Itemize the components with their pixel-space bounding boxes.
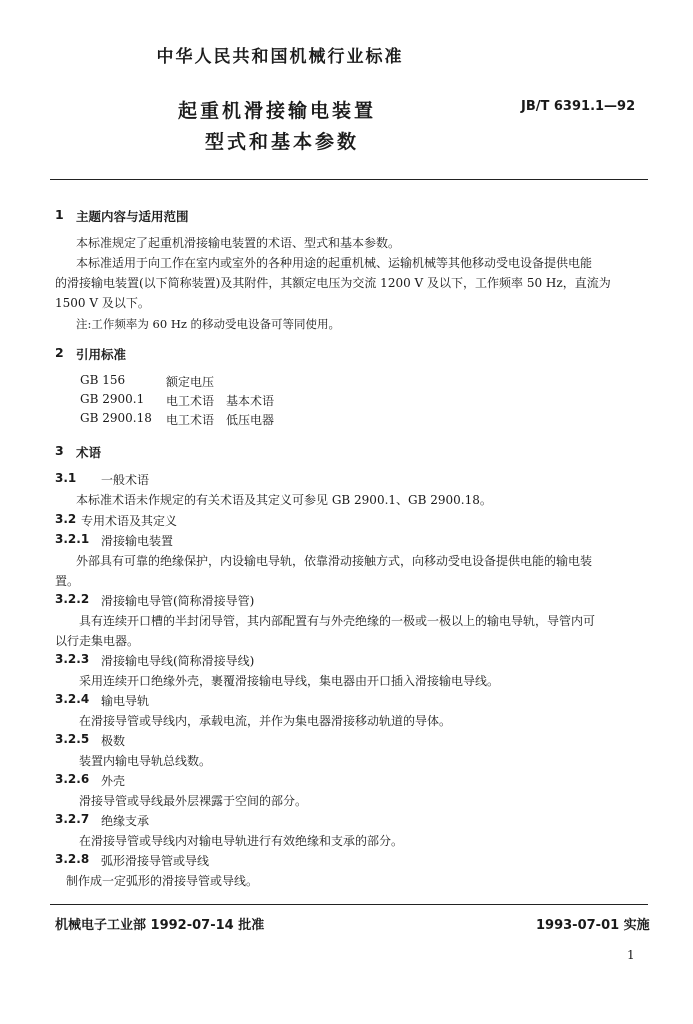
reference-code: GB 156 <box>80 373 126 387</box>
header-divider <box>50 179 648 180</box>
section-2-number: 2 <box>55 345 64 360</box>
reference-title: 电工术语 低压电器 <box>166 413 275 427</box>
term-title: 绝缘支承 <box>101 814 150 828</box>
subsection-title: 一般术语 <box>101 473 150 487</box>
document-title-line-2: 型式和基本参数 <box>205 131 360 153</box>
section-3-number: 3 <box>55 443 64 458</box>
term-definition-line: 在滑接导管或导线内，承载电流，并作为集电器滑接移动轨道的导体。 <box>79 714 452 728</box>
term-definition-line: 装置内输电导轨总线数。 <box>79 754 212 768</box>
subsection-number: 3.1 <box>55 471 77 485</box>
term-number: 3.2.8 <box>55 852 90 866</box>
term-title: 弧形滑接导管或导线 <box>101 854 210 868</box>
standard-number: JB/T 6391.1—92 <box>521 99 636 114</box>
term-number: 3.2.1 <box>55 532 90 546</box>
section-1-paragraph-2-line-1: 本标准适用于向工作在室内或室外的各种用途的起重机械、运输机械等其他移动受电设备提供电能 <box>76 256 593 270</box>
term-number: 3.2.7 <box>55 812 90 826</box>
section-1-note: 注:工作频率为 60 Hz 的移动受电设备可等同使用。 <box>76 317 341 331</box>
term-title: 外壳 <box>101 774 126 788</box>
section-1-paragraph-2-line-3: 1500 V 及以下。 <box>55 296 150 310</box>
term-definition-line: 外部具有可靠的绝缘保护，内设输电导轨，依靠滑动接触方式，向移动受电设备提供电能的输电装 <box>76 554 593 568</box>
effective-date: 1993-07-01 实施 <box>536 918 650 933</box>
section-2-heading: 引用标准 <box>76 347 127 362</box>
footer-divider <box>50 904 648 905</box>
reference-title: 额定电压 <box>166 375 215 389</box>
term-number: 3.2.5 <box>55 732 90 746</box>
term-definition-line: 在滑接导管或导线内对输电导轨进行有效绝缘和支承的部分。 <box>79 834 404 848</box>
term-title: 滑接输电导线(简称滑接导线) <box>101 654 255 668</box>
term-number: 3.2.4 <box>55 692 90 706</box>
term-definition-line: 具有连续开口槽的半封闭导管，其内部配置有与外壳绝缘的一极或一极以上的输电导轨，导管内可 <box>79 614 596 628</box>
term-number: 3.2.3 <box>55 652 90 666</box>
term-title: 输电导轨 <box>101 694 150 708</box>
subsection-number: 3.2 <box>55 512 77 526</box>
term-title: 滑接输电装置 <box>101 534 174 548</box>
reference-title: 电工术语 基本术语 <box>166 394 275 408</box>
term-title: 极数 <box>101 734 126 748</box>
section-1-paragraph-2-line-2: 的滑接输电装置(以下简称装置)及其附件，其额定电压为交流 1200 V 及以下，工作频率 50 Hz，直流为 <box>55 276 611 290</box>
issuing-authority-title: 中华人民共和国机械行业标准 <box>156 47 404 67</box>
term-definition-line: 以行走集电器。 <box>55 634 140 648</box>
term-number: 3.2.2 <box>55 592 90 606</box>
subsection-title: 专用术语及其定义 <box>81 514 178 528</box>
reference-code: GB 2900.1 <box>80 392 145 406</box>
term-definition-line: 置。 <box>55 574 80 588</box>
term-definition-line: 滑接导管或导线最外层裸露于空间的部分。 <box>79 794 308 808</box>
term-number: 3.2.6 <box>55 772 90 786</box>
section-3-heading: 术语 <box>76 445 102 460</box>
term-title: 滑接输电导管(简称滑接导管) <box>101 594 255 608</box>
section-1-paragraph-1: 本标准规定了起重机滑接输电装置的术语、型式和基本参数。 <box>76 236 401 250</box>
section-1-heading: 主题内容与适用范围 <box>76 209 189 224</box>
section-1-number: 1 <box>55 207 64 222</box>
approval-statement: 机械电子工业部 1992-07-14 批准 <box>55 918 265 933</box>
term-definition-line: 采用连续开口绝缘外壳，裹覆滑接输电导线，集电器由开口插入滑接输电导线。 <box>79 674 500 688</box>
reference-code: GB 2900.18 <box>80 411 152 425</box>
document-title-line-1: 起重机滑接输电装置 <box>178 100 377 122</box>
page-number: 1 <box>627 948 635 962</box>
term-definition-line: 制作成一定弧形的滑接导管或导线。 <box>66 874 259 888</box>
subsection-text: 本标准术语未作规定的有关术语及其定义可参见 GB 2900.1、GB 2900.18。 <box>76 493 492 507</box>
